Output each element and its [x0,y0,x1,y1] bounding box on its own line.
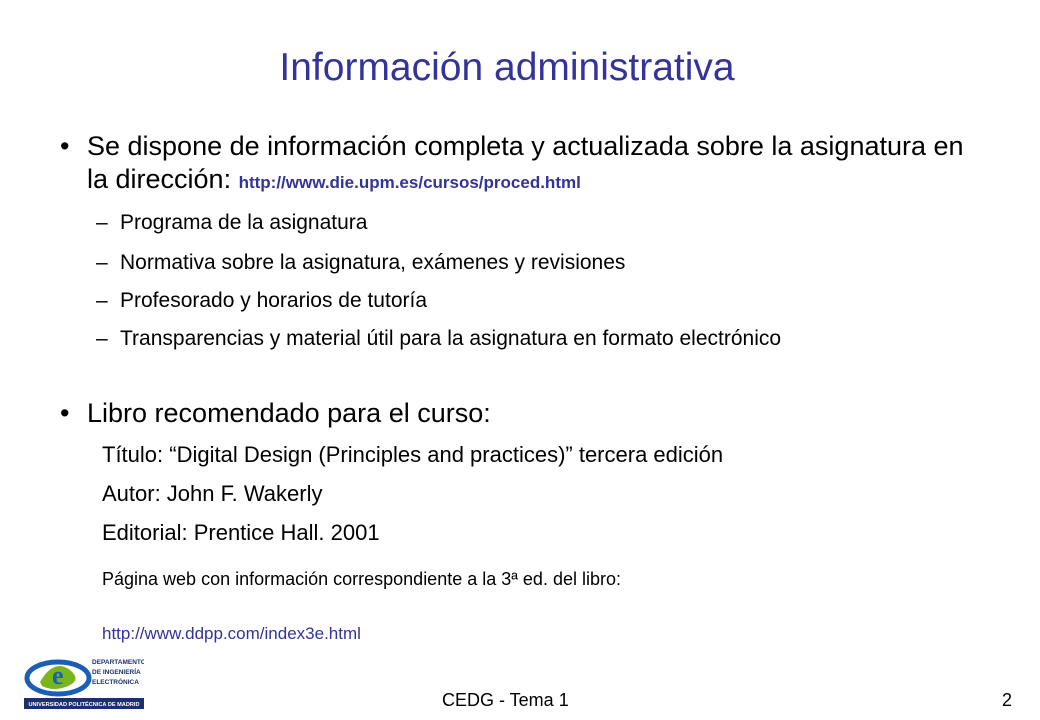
logo-line-3: ELECTRÓNICA [92,679,139,686]
logo-e: e [52,661,64,690]
dash-glyph: – [96,327,108,350]
footer-course: CEDG - Tema 1 [442,690,569,710]
slide-title: Información administrativa [279,46,735,89]
dash-glyph: – [96,251,108,274]
subitem-label: Transparencias y material útil para la asignatura en formato electrónico [120,327,782,350]
bullet-glyph: • [60,131,70,161]
logo-line-2: DE INGENIERÍA [92,669,141,676]
logo-line-1: DEPARTAMENTO [92,659,144,666]
departamento-ingenieria-electronica-logo [24,652,144,710]
book-web-note: Página web con información correspondiente a la 3ª ed. del libro: [102,569,621,589]
subitem-label: Profesorado y horarios de tutoría [120,289,428,312]
bullet-libro-text: Libro recomendado para el curso: [87,398,491,428]
bullet-info-label: Se dispone de información completa y actualizada sobre la asignatura en la dirección: [87,131,964,194]
book-author: Autor: John F. Wakerly [102,481,323,506]
bullet-info-text [87,130,987,199]
book-publisher: Editorial: Prentice Hall. 2001 [102,520,380,545]
book-title: Título: “Digital Design (Principles and practices)” tercera edición [102,442,724,467]
subitem-label: Programa de la asignatura [120,211,368,234]
page-number: 2 [1002,690,1013,710]
dash-glyph: – [96,211,108,234]
subitem-label: Normativa sobre la asignatura, exámenes y revisiones [120,251,626,274]
die-logo-graphic [24,652,144,710]
bullet-glyph: • [60,398,70,428]
course-url-link[interactable]: http://www.die.upm.es/cursos/proced.html [238,173,581,192]
dash-glyph: – [96,289,108,312]
logo-university-name: UNIVERSIDAD POLITÉCNICA DE MADRID [28,702,140,708]
book-web-link[interactable]: http://www.ddpp.com/index3e.html [102,624,361,643]
